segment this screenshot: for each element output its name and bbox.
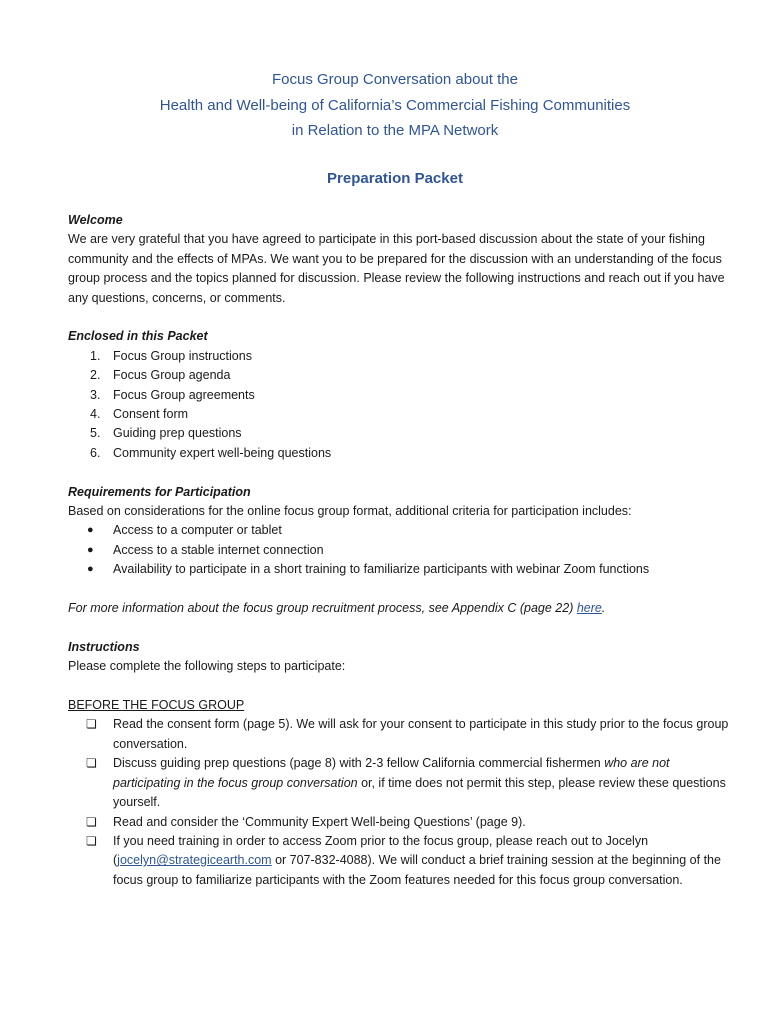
steps-checklist — [68, 715, 730, 890]
bullet-icon: ● — [87, 563, 94, 576]
list-item: 4. Consent form — [90, 407, 189, 422]
email-link[interactable]: jocelyn@strategicearth.com — [117, 853, 272, 868]
checklist-item: ❏ Read the consent form (page 5). We will ask for your consent to participate in this study prior to the focus group conversation. — [86, 717, 729, 751]
list-item: 2. Focus Group agenda — [90, 368, 231, 383]
checkbox-icon: ❏ — [86, 756, 97, 771]
list-item: 1. Focus Group instructions — [90, 348, 252, 363]
enclosed-heading: Enclosed in this Packet — [68, 329, 208, 344]
title-line-3: in Relation to the MPA Network — [291, 122, 499, 139]
title-line-1: Focus Group Conversation about the — [272, 71, 518, 88]
bullet-icon: ● — [87, 543, 94, 556]
list-item: 3. Focus Group agreements — [90, 387, 255, 402]
instructions-heading: Instructions — [68, 639, 140, 654]
more-info-note: For more information about the focus group recruitment process, see Appendix C (page 22) here. — [68, 601, 606, 616]
bullet-icon: ● — [87, 524, 94, 537]
document-title — [0, 67, 770, 144]
list-item: ● Access to a computer or tablet — [68, 521, 730, 540]
document-body — [68, 211, 730, 890]
list-item: 5. Guiding prep questions — [90, 426, 242, 441]
checklist-item: ❏ If you need training in order to access Zoom prior to the focus group, please reach out to Jocelyn (jocelyn@strategicearth.com or 707-832-4088). We will conduct a brief training session at the beginning of the focus group to familiarize participants with the Zoom features needed for this focus group conversation. — [86, 833, 721, 887]
requirements-intro: Based on considerations for the online focus group format, additional criteria for participation includes: — [68, 504, 632, 519]
checkbox-icon: ❏ — [86, 717, 97, 732]
instructions-intro: Please complete the following steps to participate: — [68, 659, 346, 674]
requirements-list — [68, 521, 730, 579]
checklist-item: ❏ Read and consider the ‘Community Expert Well-being Questions’ (page 9). — [68, 813, 730, 832]
checklist-item: ❏ Discuss guiding prep questions (page 8) with 2-3 fellow California commercial fishermen who are not participating in the focus group conversation or, if time does not permit this step, please review these questions yourself. — [86, 756, 726, 810]
before-focus-group-heading: BEFORE THE FOCUS GROUP — [68, 698, 245, 713]
title-line-2: Health and Well-being of California’s Commercial Fishing Communities — [159, 96, 631, 114]
checkbox-icon: ❏ — [86, 833, 97, 848]
appendix-link[interactable]: here — [576, 601, 602, 616]
welcome-heading: Welcome — [68, 213, 123, 227]
requirements-heading: Requirements for Participation — [68, 484, 251, 499]
enclosed-list — [68, 347, 730, 463]
list-item: ● Availability to participate in a short training to familiarize participants with webinar Zoom functions — [68, 560, 730, 579]
document-subtitle: Preparation Packet — [327, 170, 463, 187]
list-item: 6. Community expert well-being questions — [90, 445, 332, 460]
welcome-paragraph: We are very grateful that you have agreed to participate in this port-based discussion about the state of your fishing community and the effects of MPAs. We want you to be prepared for the discussion with an understanding of the focus group process and the topics planned for discussion. Please review the following instructions and reach out if you have any questions, concerns, or comments. — [68, 232, 725, 305]
list-item: ● Access to a stable internet connection — [68, 541, 730, 560]
checkbox-icon: ❏ — [86, 814, 97, 829]
